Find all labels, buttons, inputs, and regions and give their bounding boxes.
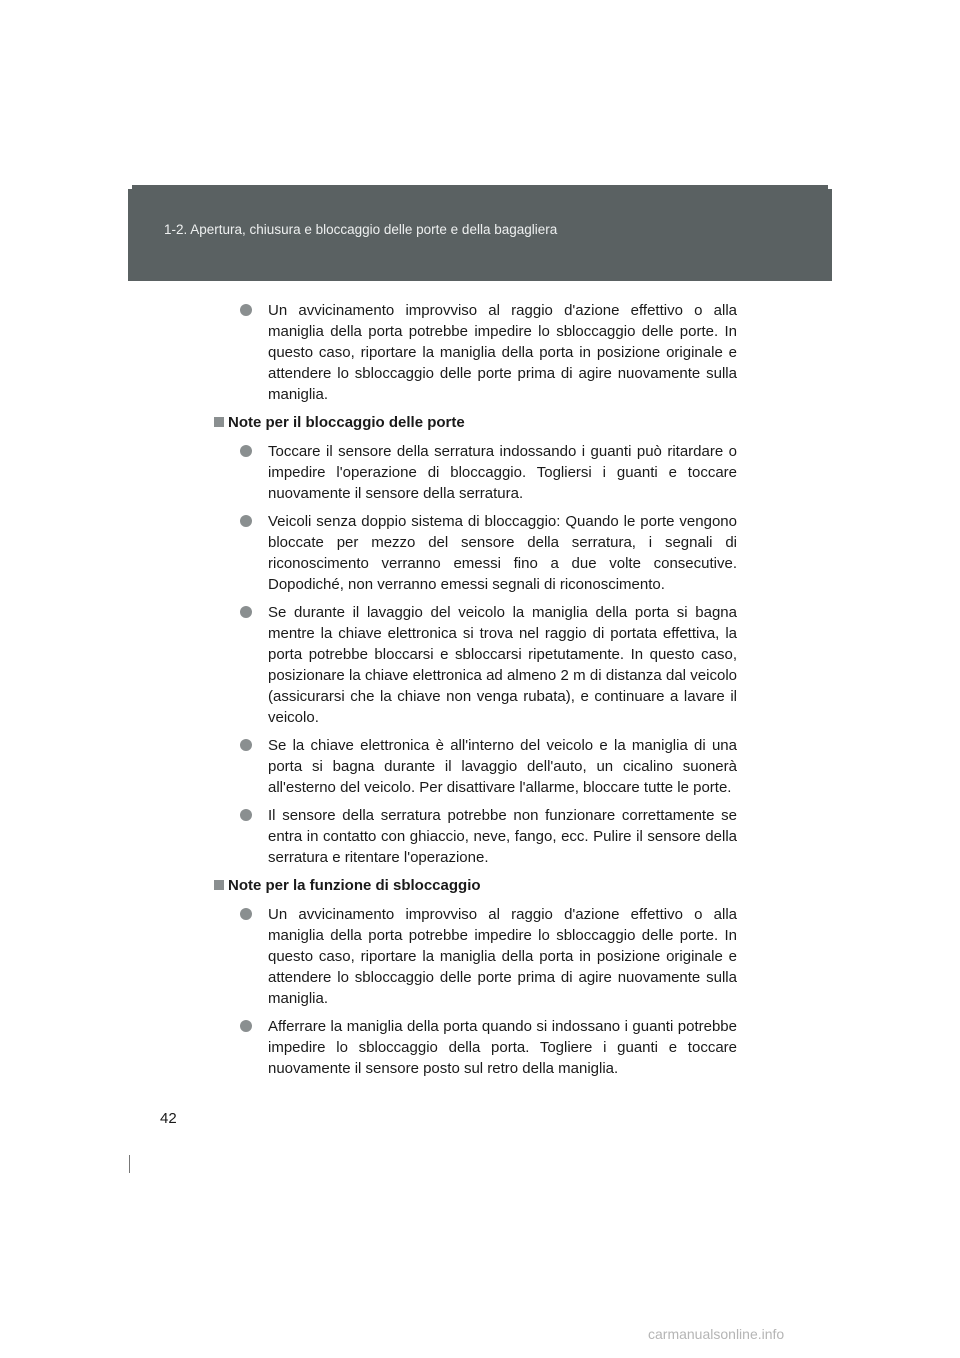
section-heading-text: Note per la funzione di sbloccaggio	[228, 877, 481, 894]
list-item	[240, 1016, 737, 1079]
bullet-icon	[240, 1020, 252, 1032]
chapter-title: 1-2. Apertura, chiusura e bloccaggio delle porte e della bagagliera	[164, 222, 558, 237]
bullet-icon	[240, 739, 252, 751]
page-content	[214, 300, 737, 1086]
watermark-text: carmanualsonline.info	[648, 1326, 785, 1342]
bullet-text: Se la chiave elettronica è all'interno del veicolo e la maniglia di una porta si bagna durante il lavaggio dell'auto, un cicalino suonerà all'esterno del veicolo. Per disattivare l'allarme, bloccare tutte le porte.	[268, 737, 737, 796]
bullet-icon	[240, 908, 252, 920]
header-corner-right	[828, 185, 832, 189]
section-heading	[214, 412, 737, 433]
square-bullet-icon	[214, 417, 224, 427]
margin-mark	[129, 1155, 130, 1173]
bullet-icon	[240, 606, 252, 618]
page-number: 42	[160, 1110, 177, 1127]
list-item	[240, 300, 737, 405]
bullet-icon	[240, 304, 252, 316]
header-corner-left	[128, 185, 132, 189]
bullet-icon	[240, 809, 252, 821]
list-item	[240, 904, 737, 1009]
list-item	[240, 441, 737, 504]
chapter-header-bar	[128, 185, 832, 281]
bullet-text: Toccare il sensore della serratura indossando i guanti può ritardare o impedire l'operazione di bloccaggio. Togliersi i guanti e toccare nuovamente il sensore della serratura.	[268, 443, 737, 502]
list-item	[240, 602, 737, 728]
bullet-icon	[240, 445, 252, 457]
section-heading-text: Note per il bloccaggio delle porte	[228, 414, 465, 431]
square-bullet-icon	[214, 880, 224, 890]
bullet-text: Il sensore della serratura potrebbe non funzionare correttamente se entra in contatto con ghiaccio, neve, fango, ecc. Pulire il sensore della serratura e ritentare l'operazione.	[268, 807, 737, 866]
bullet-text: Veicoli senza doppio sistema di bloccaggio: Quando le porte vengono bloccate per mezzo del sensore della serratura, i segnali di riconoscimento verranno emessi fino a due volte consecutive. Dopodiché, non verranno emessi segnali di riconoscimento.	[268, 513, 737, 593]
bullet-icon	[240, 515, 252, 527]
bullet-text: Afferrare la maniglia della porta quando si indossano i guanti potrebbe impedire lo sbloccaggio della porta. Togliere i guanti e toccare nuovamente il sensore posto sul retro della maniglia.	[268, 1018, 737, 1077]
bullet-text: Un avvicinamento improvviso al raggio d'azione effettivo o alla maniglia della porta potrebbe impedire lo sbloccaggio delle porte. In questo caso, riportare la maniglia della porta in posizione originale e attendere lo sbloccaggio delle porte prima di agire nuovamente sulla maniglia.	[268, 906, 737, 1007]
list-item	[240, 511, 737, 595]
list-item	[240, 805, 737, 868]
bullet-text: Se durante il lavaggio del veicolo la maniglia della porta si bagna mentre la chiave elettronica si trova nel raggio di portata effettiva, la porta potrebbe bloccarsi e sbloccarsi ripetutamente. In questo caso, posizionare la chiave elettronica ad almeno 2 m di distanza dal veicolo (assicurarsi che la chiave non venga rubata), e continuare a lavare il veicolo.	[268, 604, 737, 726]
bullet-text: Un avvicinamento improvviso al raggio d'azione effettivo o alla maniglia della porta potrebbe impedire lo sbloccaggio delle porte. In questo caso, riportare la maniglia della porta in posizione originale e attendere lo sbloccaggio delle porte prima di agire nuovamente sulla maniglia.	[268, 302, 737, 403]
list-item	[240, 735, 737, 798]
section-heading	[214, 875, 737, 896]
